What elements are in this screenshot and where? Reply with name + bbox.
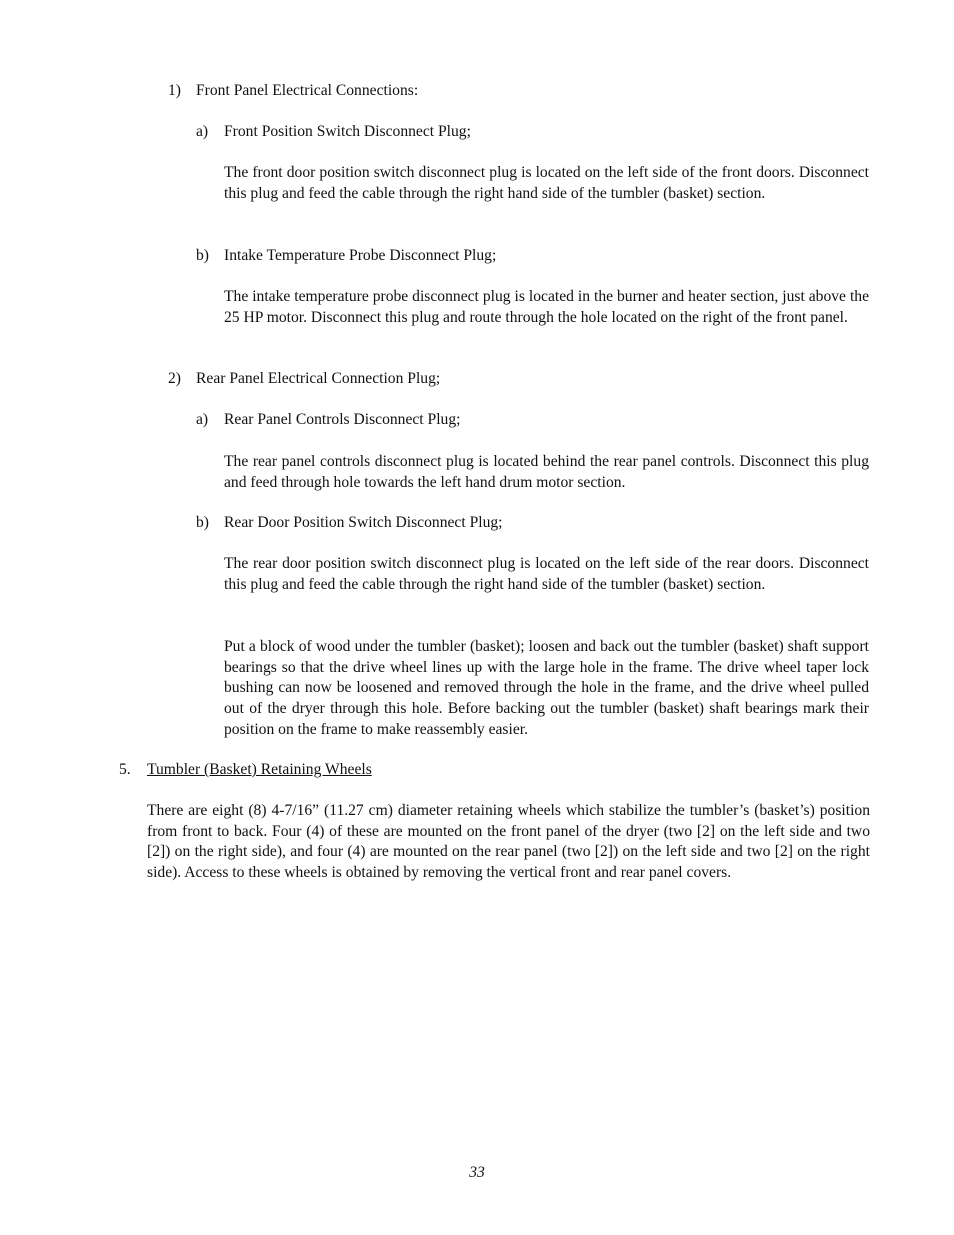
page-number: 33 <box>469 1164 485 1181</box>
item-2a-letter: a) <box>196 411 209 428</box>
item-2a-paragraph: The rear panel controls disconnect plug is located behind the rear panel controls. Disconnect this plug and feed through hole towards the left hand drum motor section. <box>224 453 869 491</box>
item-1a-heading: Front Position Switch Disconnect Plug; <box>224 123 471 140</box>
item-2b-paragraph: The rear door position switch disconnect plug is located on the left side of the rear doors. Disconnect this plug and feed the cable through the right hand side of the tumbler (basket) section. <box>224 555 869 593</box>
item-2a-heading: Rear Panel Controls Disconnect Plug; <box>224 411 461 428</box>
item-2-number: 2) <box>168 370 181 387</box>
section-5-number: 5. <box>119 761 131 778</box>
section-5-heading: Tumbler (Basket) Retaining Wheels <box>147 761 372 778</box>
item-1b-paragraph: The intake temperature probe disconnect plug is located in the burner and heater section, just above the 25 HP motor. Disconnect this plug and route through the hole located on the right of the front panel. <box>224 288 869 326</box>
item-1-number: 1) <box>168 82 181 99</box>
item-1-heading: Front Panel Electrical Connections: <box>196 82 419 99</box>
item-2-note-paragraph: Put a block of wood under the tumbler (basket); loosen and back out the tumbler (basket) shaft support bearings so that the drive wheel lines up with the large hole in the frame. The drive wheel taper lock bushing can now be loosened and removed through the hole in the frame, and the drive wheel pulled out of the dryer through this hole. Before backing out the tumbler (basket) shaft bearings mark their position on the frame to make reassembly easier. <box>224 638 869 738</box>
item-2b-heading: Rear Door Position Switch Disconnect Plug; <box>224 514 503 531</box>
item-2-heading: Rear Panel Electrical Connection Plug; <box>196 370 441 387</box>
item-2b-letter: b) <box>196 514 209 531</box>
item-1a-letter: a) <box>196 123 209 140</box>
item-1b-letter: b) <box>196 247 209 264</box>
item-1a-paragraph: The front door position switch disconnect plug is located on the left side of the front doors. Disconnect this plug and feed the cable through the right hand side of the tumbler (basket) section. <box>224 164 869 202</box>
item-1b-heading: Intake Temperature Probe Disconnect Plug; <box>224 247 497 264</box>
section-5-paragraph: There are eight (8) 4-7/16” (11.27 cm) diameter retaining wheels which stabilize the tumbler’s (basket’s) position from front to back. Four (4) of these are mounted on the front panel of the dryer (two [2] on the left side and two [2]) on the right side), and four (4) are mounted on the rear panel (two [2]) on the left side and two [2] on the right side). Access to these wheels is obtained by removing the vertical front and rear panel covers. <box>147 802 870 882</box>
